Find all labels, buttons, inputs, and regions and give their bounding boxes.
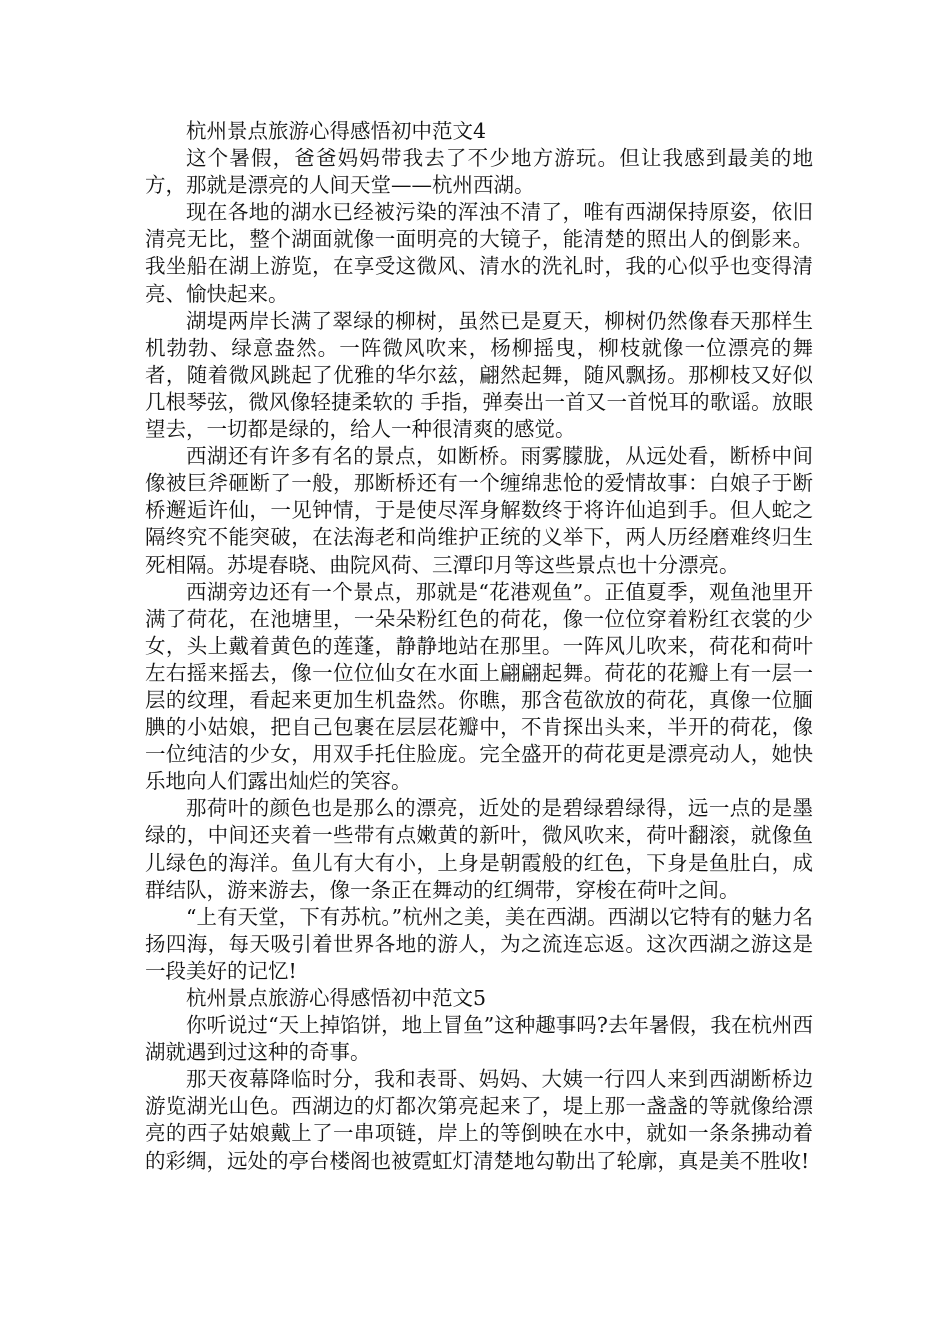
document-body <box>145 118 813 1175</box>
paragraph: 你听说过“天上掉馅饼，地上冒鱼”这种趣事吗?去年暑假，我在杭州西湖就遇到过这种的奇事。 <box>145 1013 813 1065</box>
section-heading-4: 杭州景点旅游心得感悟初中范文4 <box>186 119 487 143</box>
paragraph: 湖堤两岸长满了翠绿的柳树，虽然已是夏天，柳树仍然像春天那样生机勃勃、绿意盎然。一阵微风吹来，杨柳摇曳，柳枝就像一位漂亮的舞者，随着微风跳起了优雅的华尔兹，翩然起舞，随风飘扬。那柳枝又好似几根琴弦，微风像轻捷柔软的 手指，弹奏出一首又一首悦耳的歌谣。放眼望去，一切都是绿的，给人一种很清爽的感觉。 <box>145 308 813 442</box>
paragraph: 那天夜幕降临时分，我和表哥、妈妈、大姨一行四人来到西湖断桥边游览湖光山色。西湖边的灯都次第亮起来了，堤上那一盏盏的等就像给漂亮的西子姑娘戴上了一串项链，岸上的等倒映在水中，就如一条条拂动着的彩绸，远处的亭台楼阁也被霓虹灯清楚地勾勒出了轮廓，真是美不胜收! <box>145 1067 813 1173</box>
paragraph: 西湖还有许多有名的景点，如断桥。雨雾朦胧，从远处看，断桥中间像被巨斧砸断了一般，那断桥还有一个缠绵悲怆的爱情故事：白娘子于断桥邂逅许仙，一见钟情，于是使尽浑身解数终于将许仙追到手。但人蛇之隔终究不能突破，在法海老和尚维护正统的义举下，两人历经磨难终归生死相隔。苏堤春晓、曲院风荷、三潭印月等这些景点也十分漂亮。 <box>145 444 813 577</box>
paragraph: 那荷叶的颜色也是那么的漂亮，近处的是碧绿碧绿得，远一点的是墨绿的，中间还夹着一些带有点嫩黄的新叶，微风吹来，荷叶翻滚，就像鱼儿绿色的海洋。鱼儿有大有小，上身是朝霞般的红色，下身是鱼肚白，成群结队，游来游去，像一条正在舞动的红绸带，穿梭在荷叶之间。 <box>145 796 813 902</box>
section-heading-5: 杭州景点旅游心得感悟初中范文5 <box>186 986 487 1010</box>
paragraph: 西湖旁边还有一个景点，那就是“花港观鱼”。正值夏季，观鱼池里开满了荷花，在池塘里，一朵朵粉红色的荷花，像一位位穿着粉红衣裳的少女，头上戴着黄色的莲蓬，静静地站在那里。一阵风儿吹来，荷花和荷叶左右摇来摇去，像一位位仙女在水面上翩翩起舞。荷花的花瓣上有一层一层的纹理，看起来更加生机盎然。你瞧，那含苞欲放的荷花，真像一位腼腆的小姑娘，把自己包裹在层层花瓣中，不肯探出头来，半开的荷花，像一位纯洁的少女，用双手托住脸庞。完全盛开的荷花更是漂亮动人，她快乐地向人们露出灿烂的笑容。 <box>145 579 813 794</box>
paragraph: 现在各地的湖水已经被污染的浑浊不清了，唯有西湖保持原姿，依旧清亮无比，整个湖面就像一面明亮的大镜子，能清楚的照出人的倒影来。我坐船在湖上游览，在享受这微风、清水的洗礼时，我的心似乎也变得清亮、愉快起来。 <box>145 200 813 306</box>
paragraph: “上有天堂，下有苏杭。”杭州之美，美在西湖。西湖以它特有的魅力名扬四海，每天吸引着世界各地的游人，为之流连忘返。这次西湖之游这是一段美好的记忆! <box>145 904 813 983</box>
paragraph: 这个暑假，爸爸妈妈带我去了不少地方游玩。但让我感到最美的地方，那就是漂亮的人间天堂——杭州西湖。 <box>145 146 813 198</box>
